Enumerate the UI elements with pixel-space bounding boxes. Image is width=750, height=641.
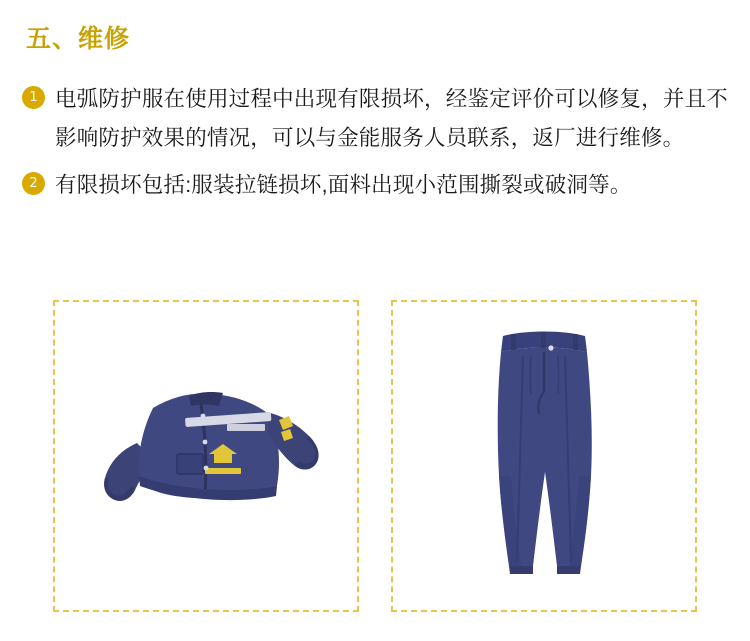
page-title: 五、维修	[26, 25, 131, 53]
list-item-text-1: 电弧防护服在使用过程中出现有限损坏，经鉴定评价可以修复，并且不影响防护效果的情况，可以与金能服务人员联系，返厂进行维修。	[55, 87, 728, 150]
list-item	[22, 80, 728, 158]
figure-row	[0, 300, 750, 612]
list-item-text-2: 有限损坏包括:服装拉链损坏,面料出现小范围撕裂或破洞等。	[55, 173, 632, 197]
numbered-list	[22, 80, 728, 213]
list-item	[22, 166, 728, 205]
figure-box-jacket	[53, 300, 359, 612]
list-bullet-1: 1	[22, 86, 45, 109]
jacket-image	[55, 302, 357, 610]
trousers-image	[393, 302, 695, 610]
figure-box-trousers	[391, 300, 697, 612]
list-bullet-2: 2	[22, 172, 45, 195]
